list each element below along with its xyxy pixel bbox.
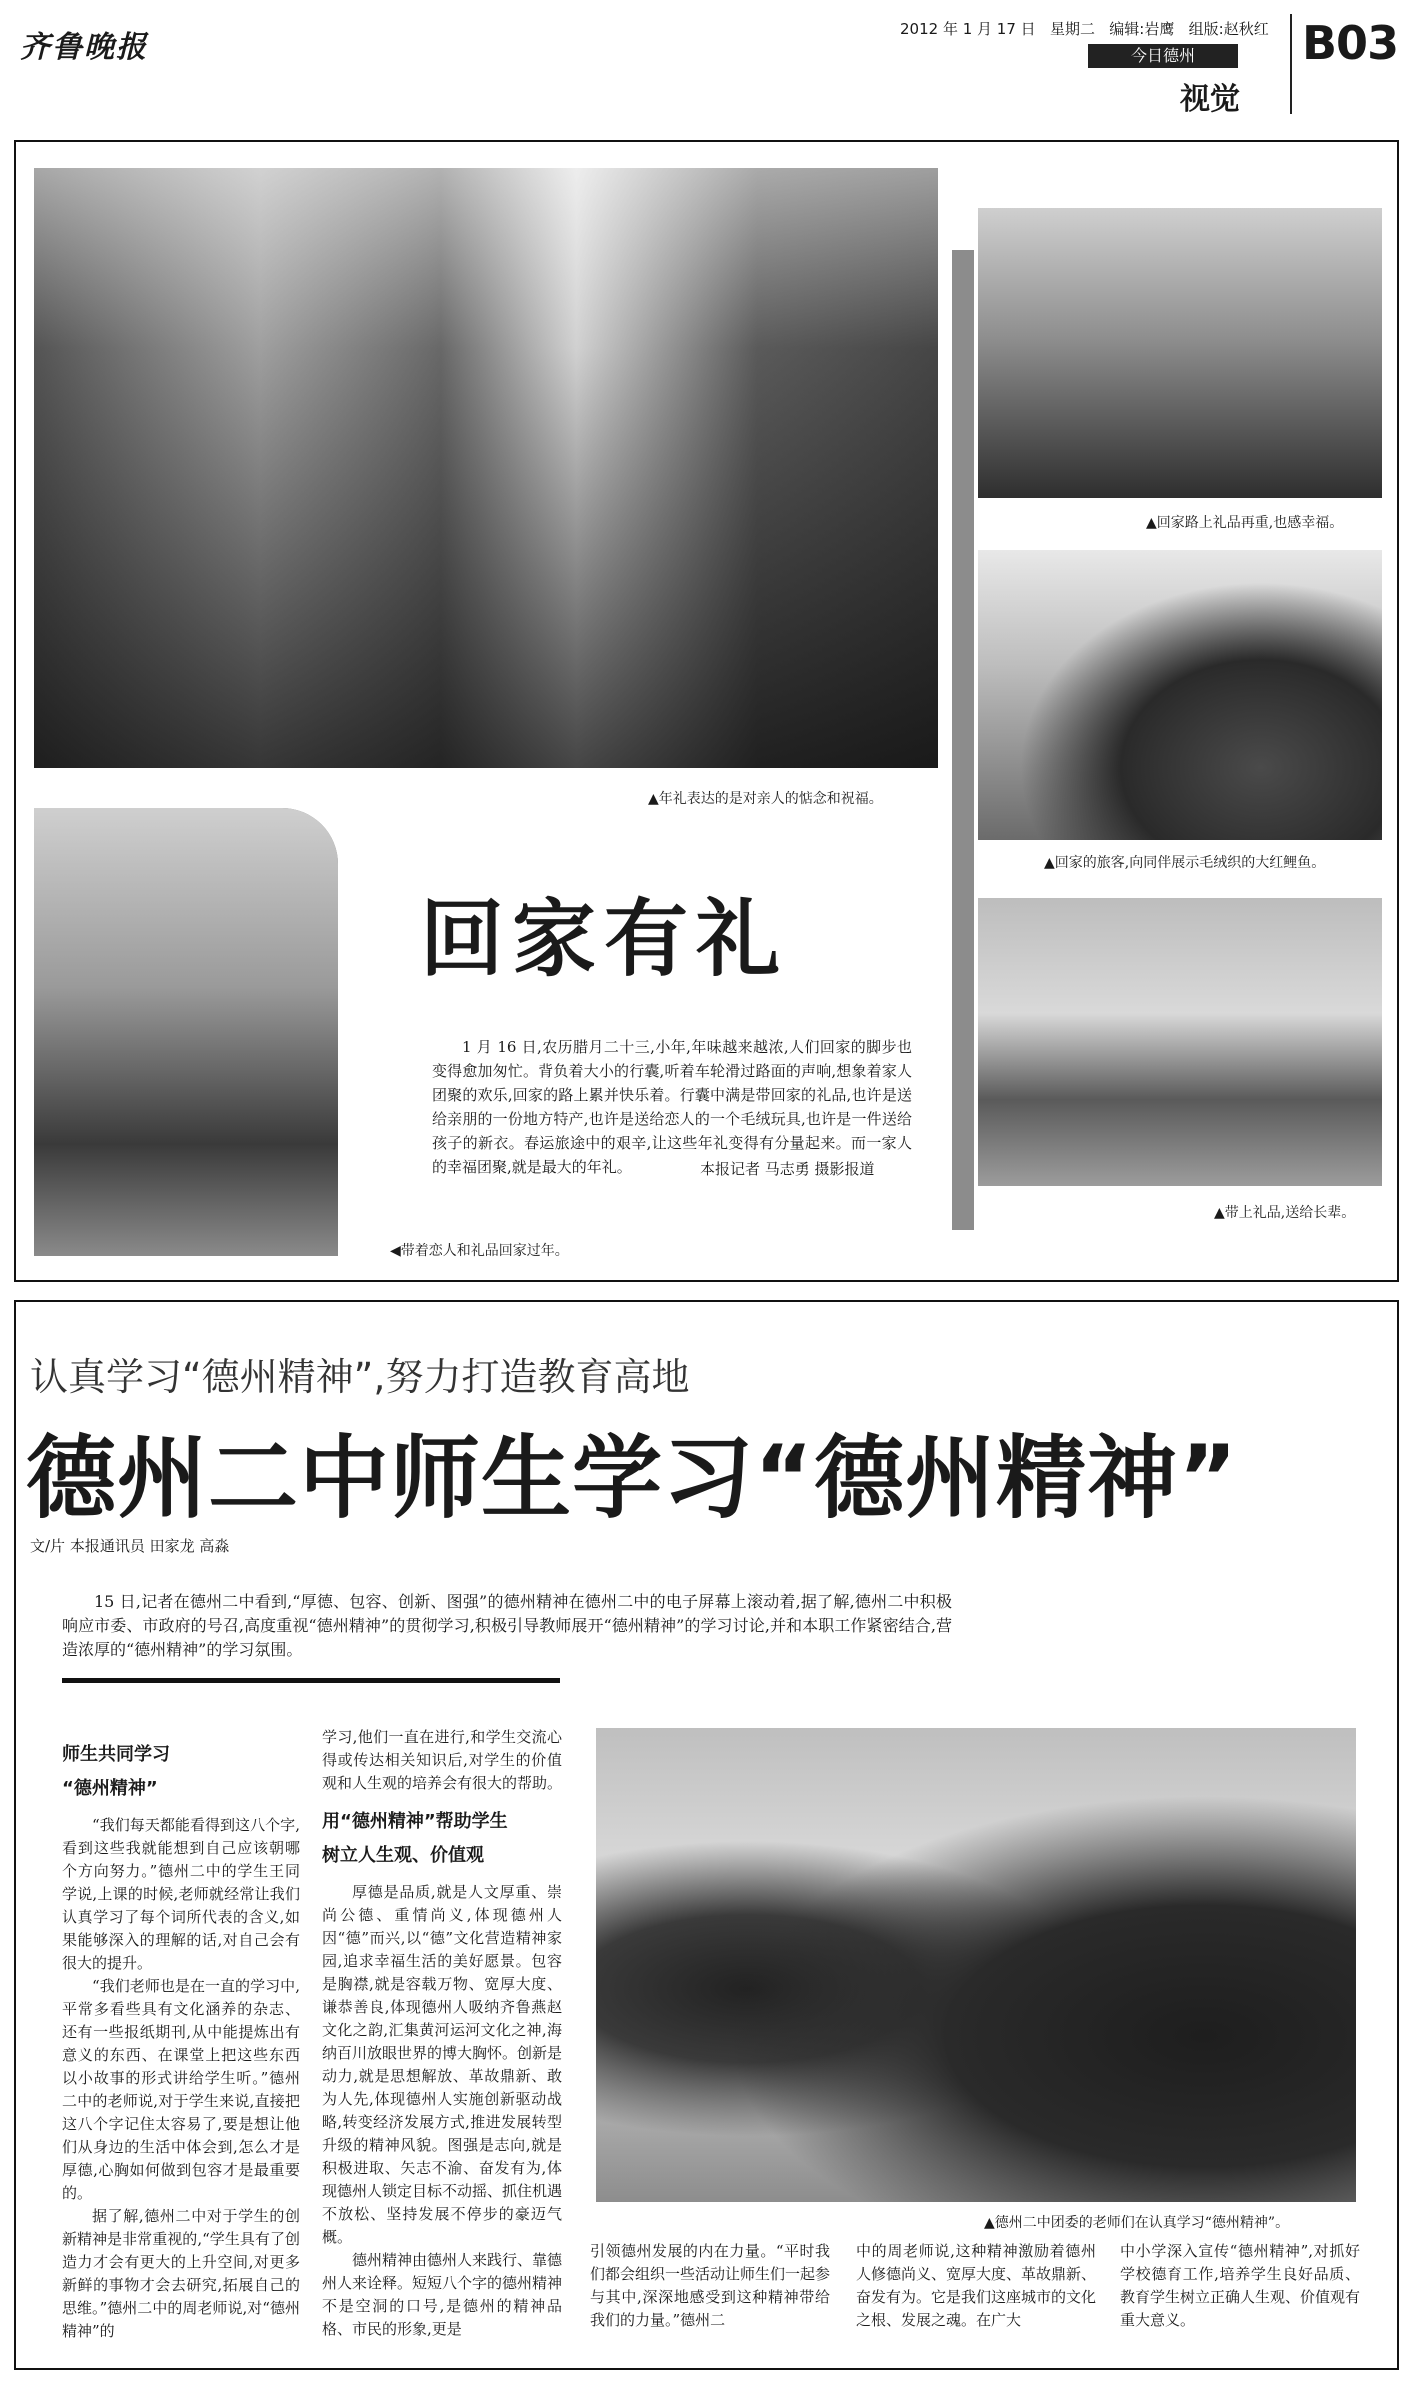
- right-photo-mid: [978, 550, 1382, 840]
- article-column-2: [322, 1726, 562, 2341]
- col2-paragraph-1: 学习,他们一直在进行,和学生交流心得或传达相关知识后,对学生的价值观和人生观的培养会有很大的帮助。: [322, 1728, 563, 1792]
- col3-paragraph: 引领德州发展的内在力量。“平时我们都会组织一些活动让师生们一起参与其中,深深地感受到这种精神带给我们的力量。”德州二: [590, 2242, 831, 2329]
- section2-title-line2: 树立人生观、价值观: [322, 1845, 484, 1866]
- section1-title-line1: 师生共同学习: [62, 1744, 170, 1765]
- right-column-bar: [952, 250, 974, 1230]
- section-tag: 今日德州: [1088, 44, 1238, 68]
- section-subtitle: 视觉: [1180, 82, 1240, 117]
- feature-byline: 本报记者 马志勇 摄影报道: [700, 1160, 875, 1178]
- article-column-4: [856, 2240, 1096, 2332]
- editor-credit: 编辑:岩鹰: [1109, 20, 1175, 38]
- issue-weekday: 星期二: [1049, 20, 1095, 38]
- col5-paragraph: 中小学深入宣传“德州精神”,对抓好学校德育工作,培养学生良好品质、教育学生树立正确人生观、价值观有重大意义。: [1120, 2242, 1361, 2329]
- dateline: [900, 18, 1269, 39]
- right-photo-bottom-caption: ▲带上礼品,送给长辈。: [1214, 1205, 1356, 1221]
- col1-paragraph-1: “我们每天都能看得到这八个字,看到这些我就能想到自己应该朝哪个方向努力。”德州二中的学生王同学说,上课的时候,老师就经常让我们认真学习了每个词所代表的含义,如果能够深入的理解的话,对自己会有很大的提升。: [62, 1816, 300, 1972]
- header-divider: [1290, 14, 1292, 114]
- masthead: 齐鲁晚报: [20, 30, 148, 65]
- main-photo-caption: ▲年礼表达的是对亲人的惦念和祝福。: [648, 791, 883, 807]
- page-code: B03: [1302, 16, 1399, 70]
- col2-paragraph-3: 德州精神由德州人来践行、靠德州人来诠释。短短八个字的德州精神不是空洞的口号,是德州的精神品格、市民的形象,更是: [322, 2251, 563, 2338]
- main-photo: [34, 168, 938, 768]
- article-column-3: [590, 2240, 830, 2332]
- issue-date: 2012 年 1 月 17 日: [900, 20, 1036, 38]
- col1-paragraph-3: 据了解,德州二中对于学生的创新精神是非常重视的,“学生具有了创造力才会有更大的上升空间,对更多新鲜的事物才会去研究,拓展自己的思维。”德州二中的周老师说,对“德州精神”的: [62, 2207, 300, 2340]
- article-column-5: [1120, 2240, 1360, 2332]
- article-kicker: 认真学习“德州精神”,努力打造教育高地: [30, 1355, 690, 1399]
- article-photo: [596, 1728, 1356, 2202]
- feature-title: 回家有礼: [420, 890, 789, 988]
- col4-paragraph: 中的周老师说,这种精神激励着德州人修德尚义、宽厚大度、革故鼎新、奋发有为。它是我们这座城市的文化之根、发展之魂。在广大: [856, 2242, 1097, 2329]
- layout-credit: 组版:赵秋红: [1188, 20, 1269, 38]
- left-photo-caption: ◀带着恋人和礼品回家过年。: [390, 1243, 569, 1259]
- article-lead: 15 日,记者在德州二中看到,“厚德、包容、创新、图强”的德州精神在德州二中的电子屏幕上滚动着,据了解,德州二中积极响应市委、市政府的号召,高度重视“德州精神”的贯彻学习,积极引导教师展开“德州精神”的学习讨论,并和本职工作紧密结合,营造浓厚的“德州精神”的学习氛围。: [62, 1592, 952, 1659]
- col2-paragraph-2: 厚德是品质,就是人文厚重、崇尚公德、重情尚义,体现德州人因“德”而兴,以“德”文化营造精神家园,追求幸福生活的美好愿景。包容是胸襟,就是容载万物、宽厚大度、谦恭善良,体现德州人吸纳齐鲁燕赵文化之韵,汇集黄河运河文化之神,海纳百川放眼世界的博大胸怀。创新是动力,就是思想解放、革故鼎新、敢为人先,体现德州人实施创新驱动战略,转变经济发展方式,推进发展转型升级的精神风貌。图强是志向,就是积极进取、矢志不渝、奋发有为,体现德州人锁定目标不动摇、抓住机遇不放松、坚持发展不停步的豪迈气概。: [322, 1883, 563, 2246]
- col1-paragraph-2: “我们老师也是在一直的学习中,平常多看些具有文化涵养的杂志、还有一些报纸期刊,从中能提炼出有意义的东西、在课堂上把这些东西以小故事的形式讲给学生听。”德州二中的老师说,对于学生来说,直接把这八个字记住太容易了,要是想让他们从身边的生活中体会到,怎么才是厚德,心胸如何做到包容才是最重要的。: [62, 1977, 300, 2202]
- lead-rule: [62, 1678, 560, 1683]
- article-column-1: [62, 1738, 300, 2343]
- section2-title-line1: 用“德州精神”帮助学生: [322, 1811, 508, 1832]
- article-byline: 文/片 本报通讯员 田家龙 高淼: [30, 1537, 230, 1555]
- right-photo-top-caption: ▲回家路上礼品再重,也感幸福。: [1146, 515, 1344, 531]
- right-photo-bottom: [978, 898, 1382, 1186]
- feature-body: 1 月 16 日,农历腊月二十三,小年,年味越来越浓,人们回家的脚步也变得愈加匆忙。背负着大小的行囊,听着车轮滑过路面的声响,想象着家人团聚的欢乐,回家的路上累并快乐着。行囊中满是带回家的礼品,也许是送给亲朋的一份地方特产,也许是送给恋人的一个毛绒玩具,也许是一件送给孩子的新衣。春运旅途中的艰辛,让这些年礼变得有分量起来。而一家人的幸福团聚,就是最大的年礼。: [432, 1038, 912, 1176]
- left-photo: [34, 808, 338, 1256]
- right-photo-mid-caption: ▲回家的旅客,向同伴展示毛绒织的大红鲤鱼。: [1044, 855, 1326, 871]
- article-headline: 德州二中师生学习“德州精神”: [26, 1426, 1239, 1531]
- right-photo-top: [978, 208, 1382, 498]
- section1-title-line2: “德州精神”: [62, 1778, 158, 1799]
- article-photo-caption: ▲德州二中团委的老师们在认真学习“德州精神”。: [984, 2215, 1290, 2231]
